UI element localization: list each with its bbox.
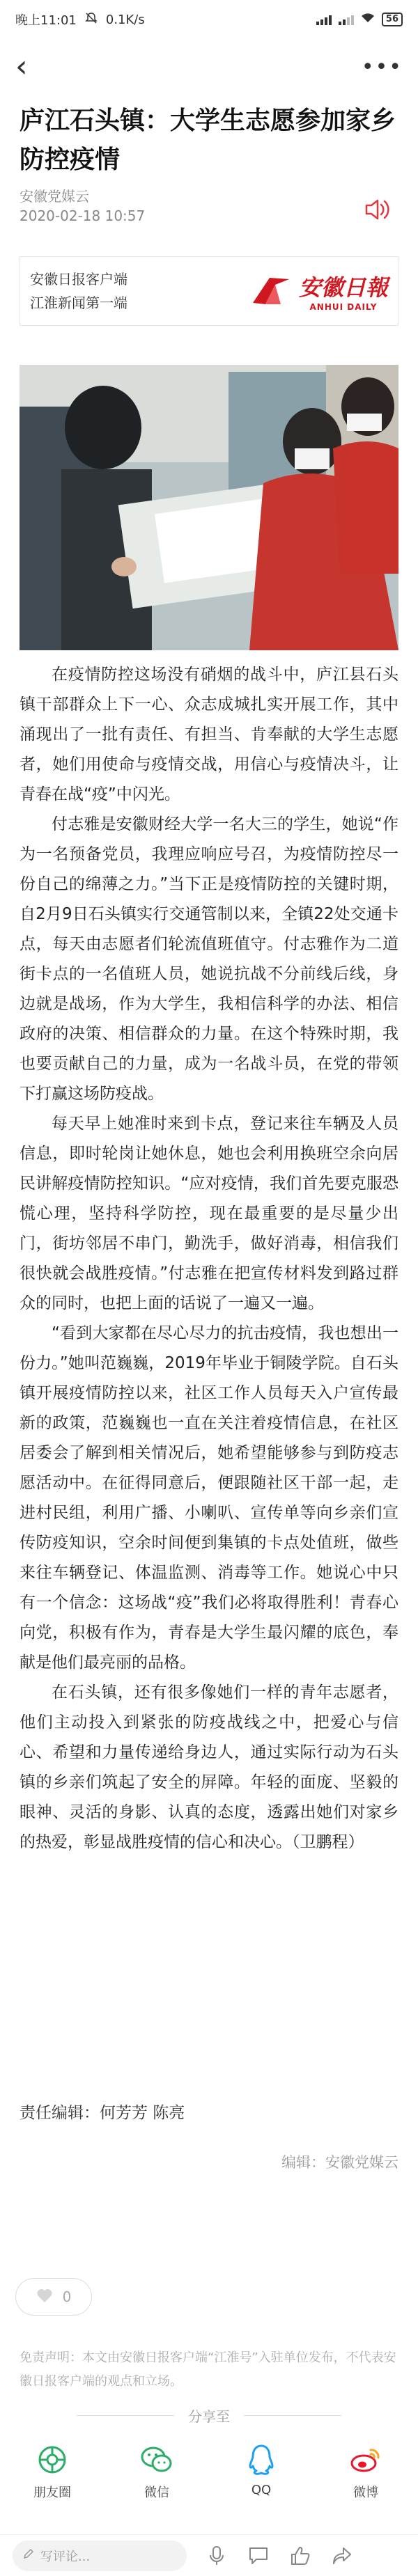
- share-label: 朋友圈: [33, 2485, 71, 2500]
- like-button[interactable]: [15, 2278, 92, 2316]
- bottom-action-bar: [0, 2534, 418, 2576]
- wifi-icon: [361, 13, 375, 26]
- network-speed: 0.1K/s: [105, 12, 145, 27]
- comment-input[interactable]: [13, 2540, 187, 2571]
- share-heading-text: 分享至: [188, 2408, 230, 2425]
- status-bar: [0, 0, 418, 39]
- back-icon[interactable]: ‹: [15, 49, 28, 84]
- share-wechat[interactable]: [125, 2444, 188, 2501]
- signal-icon-2: [339, 14, 354, 25]
- article-photo: [20, 365, 398, 650]
- banner-line-2: 江淮新闻第一端: [30, 294, 127, 311]
- article-date: 2020-02-18 10:57: [20, 207, 146, 224]
- share-label: 微信: [144, 2485, 169, 2500]
- status-time: 晚上11:01: [15, 13, 77, 28]
- like-count: 0: [62, 2288, 72, 2305]
- comment-list-icon[interactable]: [247, 2544, 270, 2568]
- article-paragraph: “看到大家都在尽心尽力的抗击疫情，我也想出一份力。”她叫范巍巍，2019年毕业于铜陵学院。自石头镇开展疫情防控以来，社区工作人员每天入户宣传最新的政策，范巍巍也一直在关注着疫情信息，在社区居委会了解到相关情况后，她希望能够参与到防疫志愿活动中。在征得同意后，便跟随社区干部一起，走进村民组，利用广播、小喇叭、宣传单等向乡亲们宣传防疫知识，空余时间便到集镇的卡点处值班，做些来往车辆登记、体温监测、消毒等工作。她说心中只有一个信念：这场战“疫”我们必将取得胜利！青春心向党，积极有作为，青春是大学生最闪耀的底色，奉献是他们最亮丽的品格。: [20, 1324, 398, 1672]
- responsible-editor: 责任编辑：何芳芳 陈亮: [20, 2104, 185, 2122]
- share-weibo[interactable]: [334, 2444, 397, 2501]
- share-qq[interactable]: [230, 2444, 293, 2501]
- moments-icon: [36, 2444, 68, 2476]
- share-options: [21, 2444, 397, 2501]
- logo-text-en: ANHUI DAILY: [309, 302, 378, 312]
- share-moments[interactable]: [21, 2444, 84, 2501]
- share-heading: [0, 2405, 418, 2426]
- divider: [244, 2415, 341, 2416]
- nav-bar: [0, 39, 418, 95]
- logo-text-cn: 安徽日報: [298, 274, 388, 301]
- share-label: 微博: [353, 2485, 378, 2500]
- client-banner[interactable]: [20, 256, 398, 326]
- wechat-icon: [141, 2444, 173, 2476]
- bird-logo-icon: [250, 272, 292, 310]
- article-paragraph: 付志雅是安徽财经大学一名大三的学生，她说“作为一名预备党员，我理应响应号召，为疫情防控尽一份自己的绵薄之力。”当下正是疫情防控的关键时期，自2月9日石头镇实行交通管制以来，全镇22处交通卡点，每天由志愿者们轮流值班值守。付志雅作为二道街卡点的一名值班人员，她说抗战不分前线后线，身边就是战场，作为大学生，我相信科学的办法、相信政府的决策、相信群众的力量。在这个特殊时期，我也要贡献自己的力量，成为一名战斗员，在党的带领下打赢这场防疫战。: [20, 815, 398, 1103]
- comment-placeholder: 写评论...: [40, 2549, 91, 2564]
- signal-icon: [316, 14, 332, 25]
- mute-icon: [85, 12, 98, 28]
- pencil-icon: [22, 2547, 35, 2563]
- article-paragraph: 在疫情防控这场没有硝烟的战斗中，庐江县石头镇干部群众上下一心、众志成城扎实开展工作，其中涌现出了一批有责任、有担当、肯奉献的大学生志愿者，她们用使命与疫情交战，用信心与疫情决斗，让青春在战“疫”中闪光。: [20, 666, 398, 803]
- share-label: QQ: [251, 2483, 272, 2497]
- disclaimer: 免责声明：本文由安徽日报客户端“江淮号”入驻单位发布，不代表安徽日报客户端的观点和立场。: [20, 2350, 396, 2389]
- battery-icon: 56: [382, 13, 403, 26]
- banner-line-1: 安徽日报客户端: [30, 271, 127, 288]
- share-icon[interactable]: [330, 2544, 354, 2568]
- thumbs-up-icon[interactable]: [288, 2544, 312, 2568]
- more-icon[interactable]: •••: [361, 54, 403, 79]
- article-paragraph: 每天早上她准时来到卡点，登记来往车辆及人员信息，即时轮岗让她休息，她也会利用换班空余向居民讲解疫情防控知识。“应对疫情，我们首先要克服恐慌心理，坚持科学防控，现在最重要的是尽量少出门，街坊邻居不串门，勤洗手，做好消毒，相信我们很快就会战胜疫情。”付志雅在把宣传材料发到路过群众的同时，也把上面的话说了一遍又一遍。: [20, 1115, 398, 1312]
- speaker-icon[interactable]: [362, 198, 393, 221]
- anhui-daily-logo: [250, 270, 388, 312]
- heart-icon: [36, 2288, 53, 2307]
- microphone-icon[interactable]: [205, 2544, 229, 2568]
- article-body: [20, 660, 398, 1858]
- divider: [77, 2415, 174, 2416]
- article-paragraph: 在石头镇，还有很多像她们一样的青年志愿者，他们主动投入到紧张的防疫战线之中，把爱心与信心、希望和力量传递给身边人，通过实际行动为石头镇的乡亲们筑起了安全的屏障。年轻的面庞、坚毅的眼神、灵活的身影、认真的态度，透露出她们对家乡的热爱，彰显战胜疫情的信心和决心。（卫鹏程）: [20, 1683, 398, 1851]
- weibo-icon: [350, 2444, 382, 2476]
- article-source[interactable]: 安徽党媒云: [20, 188, 89, 205]
- qq-icon: [245, 2444, 277, 2476]
- article-title: 庐江石头镇：大学生志愿参加家乡防控疫情: [20, 107, 396, 174]
- editor-credit: 编辑：安徽党媒云: [281, 2154, 398, 2171]
